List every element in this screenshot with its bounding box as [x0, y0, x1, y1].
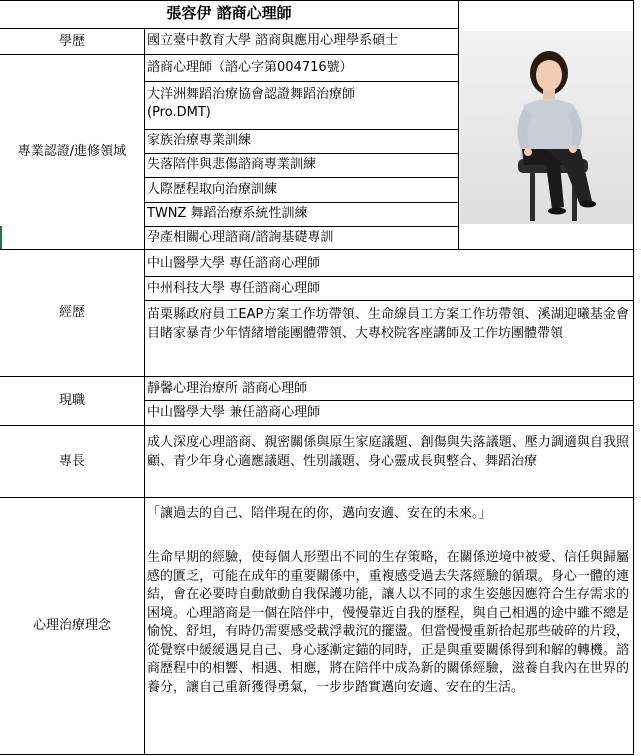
education-item: 國立臺中教育大學 諮商與應用心理學系碩士: [147, 33, 399, 48]
column-divider: [144, 28, 145, 755]
cell-line: [144, 129, 459, 130]
cell-line: [144, 81, 459, 82]
experience-item: 中山醫學大學 專任諮商心理師: [147, 256, 321, 271]
label-experience: 經歷: [58, 305, 85, 320]
philosophy-quote: 「讓過去的自己、陪伴現在的你，邁向安適、安在的未來。」: [147, 506, 492, 521]
border-bottom: [0, 754, 634, 755]
border-top: [0, 0, 634, 1]
label-philosophy: 心理治療理念: [32, 618, 111, 633]
cell-line: [144, 202, 459, 203]
certification-item: 孕產相關心理諮商/諮詢基礎專訓: [147, 230, 334, 245]
portrait-photo: [460, 31, 633, 224]
philosophy-body: 生命早期的經驗，使每個人形塑出不同的生存策略，在關係逆境中被愛、信任與歸屬感的匱乏，可能在成年的重要關係中，重複感受過去失落經驗的循環。身心一體的連結，會在必要時自動啟動自我保護功能，讓人以不同的求生姿態因應符合生存需求的困境。心理諮商是一個在陪伴中，慢慢靠近自我的歷程，與自己相遇的途中雖不總是愉悅、舒坦，有時仍需要感受載浮載沉的擺盪。但當慢慢重新拾起那些破碎的片段，從覺察中緩緩遇見自己、身心逐漸定錨的同時，正是與重要關係得到和解的轉機。諮商歷程中的相響、相遇、相應，將在陪伴中成為新的關係經驗，滋養自我內在世界的養分，讓自己重新獲得勇氣，一步步踏實邁向安適、安在的生活。: [147, 550, 629, 695]
cell-line: [144, 177, 459, 178]
row-line: [0, 376, 634, 377]
row-line: [0, 54, 459, 55]
grid-row-line: [634, 249, 641, 250]
cell-line: [144, 226, 459, 227]
certification-item: TWNZ 舞蹈治療系統性訓練: [147, 206, 308, 221]
cell-line: [144, 276, 634, 277]
row-line: [0, 249, 634, 250]
cell-line: [144, 153, 459, 154]
experience-item: 中州科技大學 專任諮商心理師: [147, 281, 321, 296]
certification-item: 大洋洲舞蹈治療協會認證舞蹈治療師: [147, 87, 356, 102]
cell-line: [144, 400, 634, 401]
label-current-position: 現職: [58, 393, 85, 408]
certification-item: 家族治療專業訓練: [147, 133, 252, 148]
specialties-text: 成人深度心理諮商、親密關係與原生家庭議題、創傷與失落議題、壓力調適與自我照顧、青少年身心適應議題、性別議題、身心靈成長與整合、舞蹈治療: [147, 435, 629, 469]
photo-divider: [458, 0, 459, 250]
border-right: [633, 0, 634, 755]
current-position-item: 中山醫學大學 兼任諮商心理師: [147, 405, 321, 420]
grid-row-line: [634, 497, 641, 498]
row-line: [0, 28, 459, 29]
certification-item: 人際歷程取向治療訓練: [147, 182, 278, 197]
experience-item: 苗栗縣政府員工EAP方案工作坊帶領、生命線員工方案工作坊帶領、溪湖迎曦基金會目睹家暴青少年情緒增能團體帶領、大專校院客座講師及工作坊團體帶領: [147, 307, 629, 341]
cell-line: [144, 300, 634, 301]
certification-item: 失落陪伴與悲傷諮商專業訓練: [147, 157, 317, 172]
certification-item: 諮商心理師（諮心字第004716號）: [147, 60, 353, 75]
label-certifications: 專業認證/進修領域: [17, 144, 127, 159]
row-line: [0, 425, 634, 426]
row-line: [0, 497, 634, 498]
label-education: 學歷: [58, 34, 85, 49]
certification-item: (Pro.DMT): [147, 105, 211, 120]
current-position-item: 靜馨心理治療所 諮商心理師: [147, 381, 308, 396]
portrait-icon: [460, 31, 633, 224]
page-title: 張容伊 諮商心理師: [166, 4, 292, 22]
row-selection-marker: [0, 226, 2, 249]
label-specialties: 專長: [58, 454, 85, 469]
